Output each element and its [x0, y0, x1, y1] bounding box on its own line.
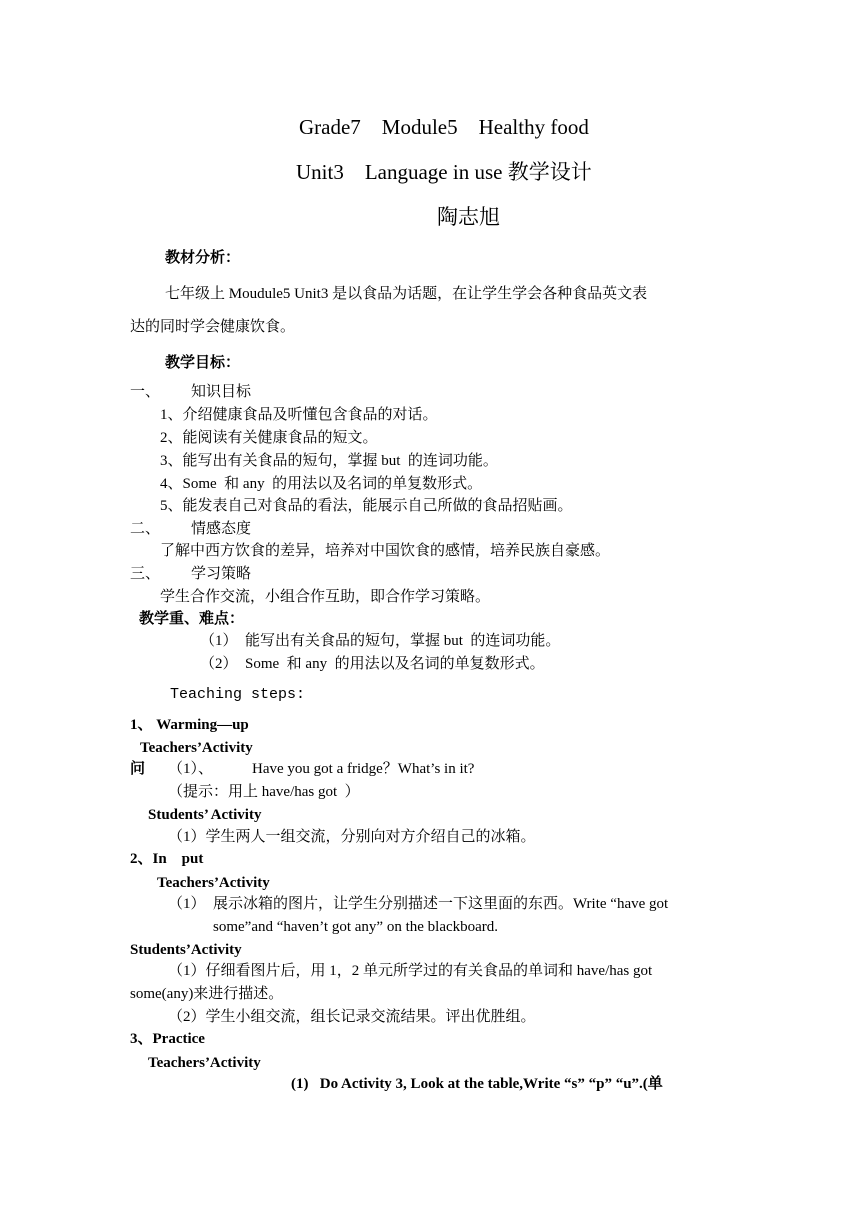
goal-item: 5、能发表自己对食品的看法，能展示自己所做的食品招贴画。 — [160, 498, 573, 514]
step-1-title: 1、 Warming—up — [130, 717, 249, 733]
key-points-heading: 教学重、难点： — [139, 611, 245, 627]
section-2-marker: 二、 — [130, 521, 161, 537]
analysis-text-line-1: 七年级上 Moudule5 Unit3 是以食品为话题，在让学生学会各种食品英文表 — [165, 286, 648, 302]
step-2-teachers-label: Teachers’Activity — [157, 875, 270, 891]
step-3-title: 3、Practice — [130, 1031, 205, 1047]
step-2-teachers-line-2: some”and “haven’t got any” on the blackboard. — [213, 919, 499, 935]
goal-item: 3、能写出有关食品的短句，掌握 but 的连词功能。 — [160, 453, 498, 469]
goal-item: 4、Some 和 any 的用法以及名词的单复数形式。 — [160, 476, 483, 492]
goal-item: 2、能阅读有关健康食品的短文。 — [160, 430, 378, 446]
key-point-item: （1） 能写出有关食品的短句，掌握 but 的连词功能。 — [200, 633, 561, 649]
step-2-title: 2、In put — [130, 851, 204, 867]
step-2-students-item-1-line-2: some(any)来进行描述。 — [130, 986, 284, 1002]
key-point-item: （2） Some 和 any 的用法以及名词的单复数形式。 — [200, 656, 545, 672]
step-1-students-item: （1）学生两人一组交流，分别向对方介绍自己的冰箱。 — [168, 829, 536, 845]
author-name: 陶志旭 — [437, 205, 500, 229]
step-2-students-item-1-line-1: （1）仔细看图片后，用 1，2 单元所学过的有关食品的单词和 have/has got — [168, 963, 653, 979]
analysis-text-line-2: 达的同时学会健康饮食。 — [130, 319, 296, 335]
step-1-hint: （提示：用上 have/has got ） — [168, 784, 360, 800]
step-1-teachers-label: Teachers’Activity — [140, 740, 253, 756]
section-1-title: 知识目标 — [191, 384, 252, 400]
section-2-text: 了解中西方饮食的差异，培养对中国饮食的感情，培养民族自豪感。 — [160, 543, 611, 559]
goal-item: 1、介绍健康食品及听懂包含食品的对话。 — [160, 407, 438, 423]
section-2-title: 情感态度 — [191, 521, 252, 537]
step-2-teachers-number: （1） — [168, 896, 206, 912]
step-1-ask-number: （1）、 — [168, 761, 214, 777]
step-1-students-label: Students’ Activity — [148, 807, 262, 823]
section-3-title: 学习策略 — [191, 566, 252, 582]
step-2-teachers-line-1: 展示冰箱的图片，让学生分别描述一下这里面的东西。Write “have got — [213, 896, 669, 912]
title-line-1: Grade7 Module5 Healthy food — [299, 115, 589, 139]
step-3-teachers-label: Teachers’Activity — [148, 1055, 261, 1071]
step-1-ask-text: Have you got a fridge？What’s in it? — [252, 761, 475, 777]
step-1-ask-label: 问 — [130, 761, 146, 777]
section-3-marker: 三、 — [130, 566, 161, 582]
section-3-text: 学生合作交流，小组合作互助，即合作学习策略。 — [160, 589, 491, 605]
steps-heading: Teaching steps: — [170, 686, 306, 703]
step-3-item-1: (1) Do Activity 3, Look at the table,Write “s” “p” “u”.(单 — [291, 1076, 663, 1092]
section-1-marker: 一、 — [130, 384, 161, 400]
analysis-heading: 教材分析： — [165, 250, 241, 266]
step-2-students-label: Students’Activity — [130, 942, 242, 958]
step-2-students-item-2: （2）学生小组交流，组长记录交流结果。评出优胜组。 — [168, 1009, 536, 1025]
goals-heading: 教学目标： — [165, 355, 241, 371]
title-line-2: Unit3 Language in use 教学设计 — [296, 160, 592, 184]
